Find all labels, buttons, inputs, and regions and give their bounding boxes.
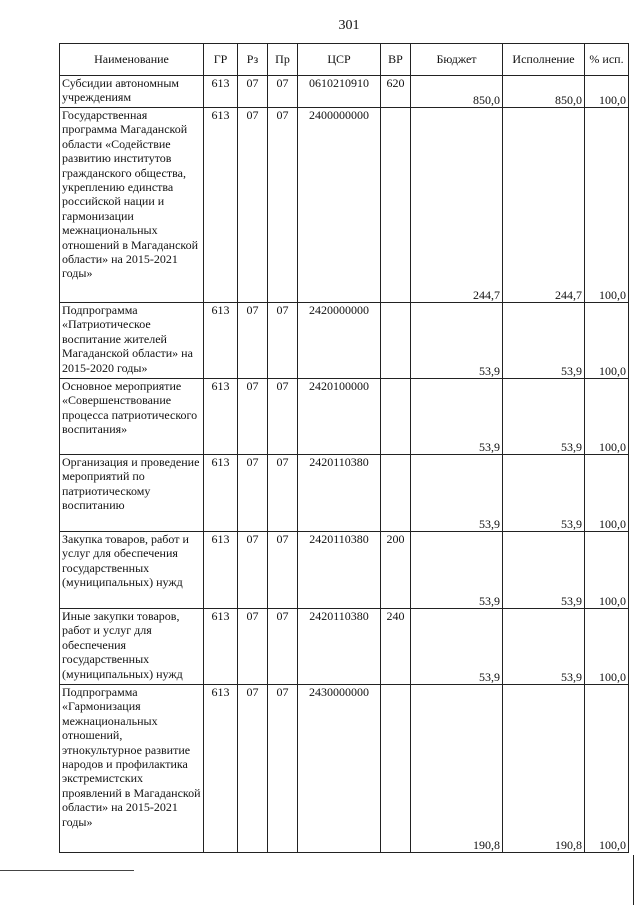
- row-gr: 613: [204, 685, 238, 853]
- row-budget: 244,7: [411, 108, 503, 303]
- row-execution: 53,9: [503, 455, 585, 532]
- row-gr: 613: [204, 532, 238, 609]
- row-vr: [381, 379, 411, 455]
- row-gr: 613: [204, 108, 238, 303]
- header-rz: Рз: [238, 44, 268, 76]
- row-budget: 53,9: [411, 303, 503, 379]
- row-budget: 53,9: [411, 609, 503, 685]
- row-pct: 100,0: [585, 303, 629, 379]
- scan-edge-mark: [633, 855, 634, 905]
- row-budget: 53,9: [411, 379, 503, 455]
- table-row: [60, 108, 629, 303]
- row-gr: 613: [204, 379, 238, 455]
- header-budget: Бюджет: [411, 44, 503, 76]
- table-row: [60, 609, 629, 685]
- row-vr: 240: [381, 609, 411, 685]
- row-execution: 850,0: [503, 76, 585, 108]
- row-rz: 07: [238, 379, 268, 455]
- row-name: Закупка товаров, работ и услуг для обеспечения государственных (муниципальных) нужд: [60, 532, 204, 609]
- row-pr: 07: [268, 76, 298, 108]
- row-name: Подпрограмма «Гармонизация межнациональных отношений, этнокультурное развитие народов и профилактика экстремистских проявлений в Магаданской области» на 2015-2021 годы»: [60, 685, 204, 853]
- footnote-rule: [0, 870, 134, 871]
- row-csr: 2420100000: [298, 379, 381, 455]
- row-gr: 613: [204, 303, 238, 379]
- row-execution: 53,9: [503, 303, 585, 379]
- row-pct: 100,0: [585, 455, 629, 532]
- row-vr: [381, 455, 411, 532]
- header-execution: Исполнение: [503, 44, 585, 76]
- row-execution: 53,9: [503, 532, 585, 609]
- table-row: [60, 685, 629, 853]
- row-csr: 2420110380: [298, 609, 381, 685]
- row-budget: 53,9: [411, 455, 503, 532]
- row-pct: 100,0: [585, 108, 629, 303]
- row-rz: 07: [238, 303, 268, 379]
- header-gr: ГР: [204, 44, 238, 76]
- row-vr: [381, 303, 411, 379]
- table-row: [60, 76, 629, 108]
- row-pct: 100,0: [585, 685, 629, 853]
- row-pr: 07: [268, 379, 298, 455]
- row-rz: 07: [238, 685, 268, 853]
- row-pr: 07: [268, 303, 298, 379]
- row-rz: 07: [238, 455, 268, 532]
- row-budget: 190,8: [411, 685, 503, 853]
- row-csr: 2420110380: [298, 455, 381, 532]
- row-pr: 07: [268, 532, 298, 609]
- row-rz: 07: [238, 532, 268, 609]
- row-execution: 244,7: [503, 108, 585, 303]
- row-gr: 613: [204, 455, 238, 532]
- row-name: Организация и проведение мероприятий по патриотическому воспитанию: [60, 455, 204, 532]
- row-name: Иные закупки товаров, работ и услуг для обеспечения государственных (муниципальных) нужд: [60, 609, 204, 685]
- header-csr: ЦСР: [298, 44, 381, 76]
- table-row: [60, 532, 629, 609]
- row-pr: 07: [268, 609, 298, 685]
- row-vr: [381, 685, 411, 853]
- table-row: [60, 303, 629, 379]
- row-rz: 07: [238, 108, 268, 303]
- row-name: Основное мероприятие «Совершенствование процесса патриотического воспитания»: [60, 379, 204, 455]
- row-pct: 100,0: [585, 379, 629, 455]
- row-vr: [381, 108, 411, 303]
- row-pct: 100,0: [585, 532, 629, 609]
- row-csr: 2420000000: [298, 303, 381, 379]
- row-pct: 100,0: [585, 609, 629, 685]
- row-execution: 53,9: [503, 609, 585, 685]
- header-pr: Пр: [268, 44, 298, 76]
- row-name: Субсидии автономным учреждениям: [60, 76, 204, 108]
- table-row: [60, 455, 629, 532]
- row-csr: 0610210910: [298, 76, 381, 108]
- header-vr: ВР: [381, 44, 411, 76]
- budget-table: [59, 43, 629, 853]
- header-row: [60, 44, 629, 76]
- row-csr: 2420110380: [298, 532, 381, 609]
- row-gr: 613: [204, 609, 238, 685]
- row-rz: 07: [238, 609, 268, 685]
- row-pct: 100,0: [585, 76, 629, 108]
- row-vr: 620: [381, 76, 411, 108]
- row-vr: 200: [381, 532, 411, 609]
- header-name: Наименование: [60, 44, 204, 76]
- row-budget: 53,9: [411, 532, 503, 609]
- row-name: Государственная программа Магаданской области «Содействие развитию институтов гражданского общества, укреплению единства российской нации и гармонизации межнациональных отношений в Магаданской области» на 2015-2021 годы»: [60, 108, 204, 303]
- row-budget: 850,0: [411, 76, 503, 108]
- row-name: Подпрограмма «Патриотическое воспитание жителей Магаданской области» на 2015-2020 годы»: [60, 303, 204, 379]
- row-gr: 613: [204, 76, 238, 108]
- row-pr: 07: [268, 455, 298, 532]
- table-row: [60, 379, 629, 455]
- row-pr: 07: [268, 685, 298, 853]
- row-rz: 07: [238, 76, 268, 108]
- page-number: 301: [338, 18, 360, 33]
- header-pct: % исп.: [585, 44, 629, 76]
- row-csr: 2400000000: [298, 108, 381, 303]
- row-csr: 2430000000: [298, 685, 381, 853]
- row-execution: 53,9: [503, 379, 585, 455]
- row-execution: 190,8: [503, 685, 585, 853]
- row-pr: 07: [268, 108, 298, 303]
